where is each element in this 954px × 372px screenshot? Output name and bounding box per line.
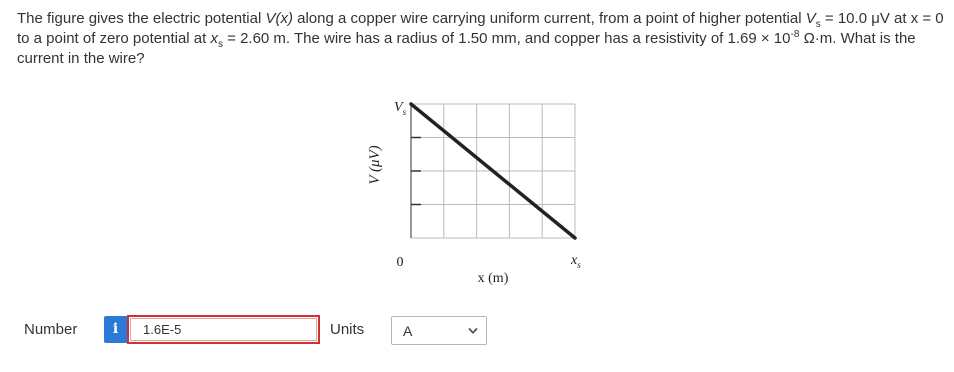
number-label: Number — [24, 321, 78, 338]
answer-row — [0, 313, 954, 347]
question-part-3: = 10.0 μV at x = 0 to a point of zero potential at — [17, 10, 944, 47]
graph-ticks — [411, 104, 421, 238]
potential-figure — [358, 95, 598, 295]
number-input[interactable] — [127, 315, 320, 344]
chevron-down-icon — [468, 326, 478, 336]
x-end-tick-label: $x_s$ — [571, 253, 581, 270]
question-part-1: The figure gives the electric potential — [17, 10, 266, 27]
question-exponent: -8 — [790, 29, 800, 40]
y-top-tick-label: $V_s$ — [394, 100, 407, 117]
question-part-2: along a copper wire carrying uniform current, from a point of higher potential — [292, 10, 806, 27]
question-text — [17, 9, 947, 69]
origin-label: 0 — [396, 255, 404, 270]
units-label: Units — [330, 321, 365, 338]
units-select[interactable] — [391, 316, 487, 345]
x-axis-label: x (m) — [477, 271, 509, 286]
question-vs: V — [805, 10, 816, 27]
potential-graph — [358, 95, 598, 295]
question-vx: V(x) — [265, 10, 293, 27]
units-selected-value: A — [403, 323, 413, 339]
info-icon[interactable]: i — [104, 316, 127, 343]
question-xs-sub: s — [217, 39, 223, 50]
question-xs: x — [210, 30, 218, 47]
y-axis-label: V (μV) — [367, 145, 383, 185]
question-vs-sub: s — [815, 19, 821, 30]
question-part-5: Ω·m. What is the current in the wire? — [17, 30, 916, 67]
question-part-4: = 2.60 m. The wire has a radius of 1.50 mm, and copper has a resistivity of 1.69 × 10 — [222, 30, 791, 47]
